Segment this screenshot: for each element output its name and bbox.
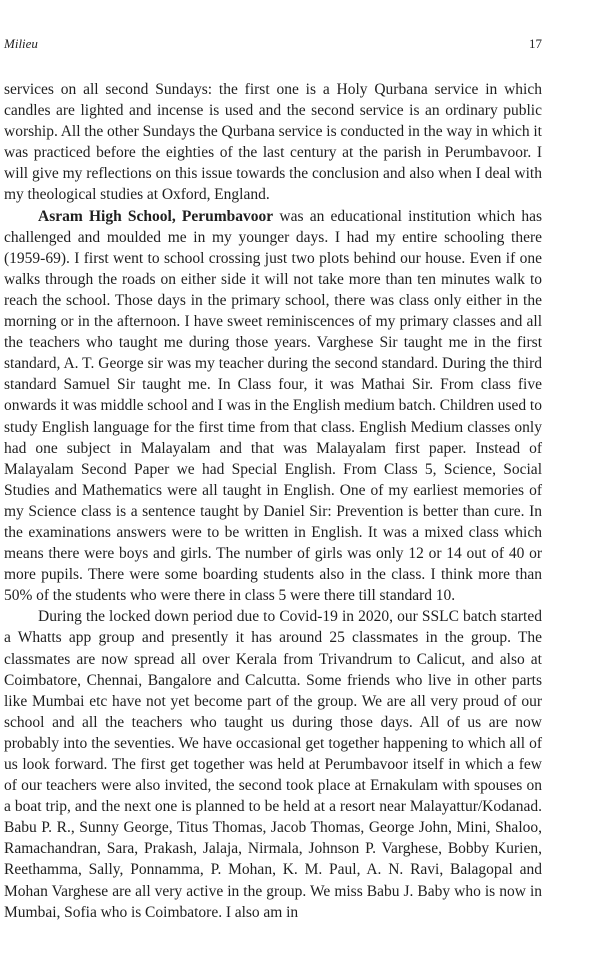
paragraph-lead-bold: Asram High School, Perumbavoor bbox=[38, 207, 274, 225]
page-number: 17 bbox=[529, 36, 542, 51]
paragraph-text: During the locked down period due to Covid-19 in 2020, our SSLC batch started a Whatts app group and presently it has around 25 classmates in the group. The classmates are now spread all over Kerala from Trivandrum to Calicut, and also at Coimbatore, Chennai, Bangalore and Calcutta. Some friends who live in other parts like Mumbai etc have not yet become part of the group. We are all very proud of our school and all the teachers who taught us during those days. All of us are now probably into the seventies. We have occasional get together happening to which all of us look forward. The first get together was held at Perumbavoor itself in which a few of our teachers were also invited, the second took place at Ernakulam with spouses on a boat trip, and the next one is planned to be held at a resort near Malayattur/Kodanad. Babu P. R., Sunny George, Titus Thomas, Jacob Thomas, George John, Mini, Shaloo, Ramachandran, Sara, Prakash, Jalaja, Nirmala, Johnson P. Varghese, Bobby Kurien, Reethamma, Sally, Ponnamma, P. Mohan, K. M. Paul, A. N. Ravi, Balagopal and Mohan Varghese are all very active in the group. We miss Babu J. Baby who is now in Mumbai, Sofia who is Coimbatore. I also am in bbox=[4, 608, 542, 921]
paragraph-continued bbox=[4, 79, 542, 206]
paragraph-text: was an educational institution which has challenged and moulded me in my younger days. I had my entire schooling there (1959-69). I first went to school crossing just two plots behind our house. Even if one walks through the roads on either side it will not take more than ten minutes walk to reach the school. Those days in the primary school, there was class only either in the morning or in the afternoon. I have sweet reminiscences of my primary classes and all the teachers who taught me during those years. Varghese Sir taught me in the first standard, A. T. George sir was my teacher during the second standard. During the third standard Samuel Sir taught me. In Class four, it was Mathai Sir. From class five onwards it was middle school and I was in the English medium batch. Children used to study English language for the first time from that class. English Medium classes only had one subject in Malayalam and that was Malayalam first paper. Instead of Malayalam Second Paper we had Special English. From Class 5, Science, Social Studies and Mathematics were all taught in English. One of my earliest memories of my Science class is a sentence taught by Daniel Sir: Prevention is better than cure. In the examinations answers were to be written in English. It was a mixed class which means there were boys and girls. The number of girls was only 12 or 14 out of 40 or more pupils. There were some boarding students also in the class. I think more than 50% of the students who were there in class 5 were there till standard 10. bbox=[4, 207, 542, 605]
running-header bbox=[4, 36, 542, 54]
paragraph-asram-school bbox=[4, 206, 542, 607]
body-text bbox=[4, 79, 542, 923]
journal-title: Milieu bbox=[4, 36, 38, 51]
paragraph-covid-group bbox=[4, 606, 542, 922]
paragraph-text: services on all second Sundays: the first one is a Holy Qurbana service in which candles are lighted and incense is used and the second service is an ordinary public worship. All the other Sundays the Qurbana service is conducted in the way in which it was practiced before the eighties of the last century at the parish in Perumbavoor. I will give my reflections on this issue towards the conclusion and also when I deal with my theological studies at Oxford, England. bbox=[4, 81, 542, 204]
